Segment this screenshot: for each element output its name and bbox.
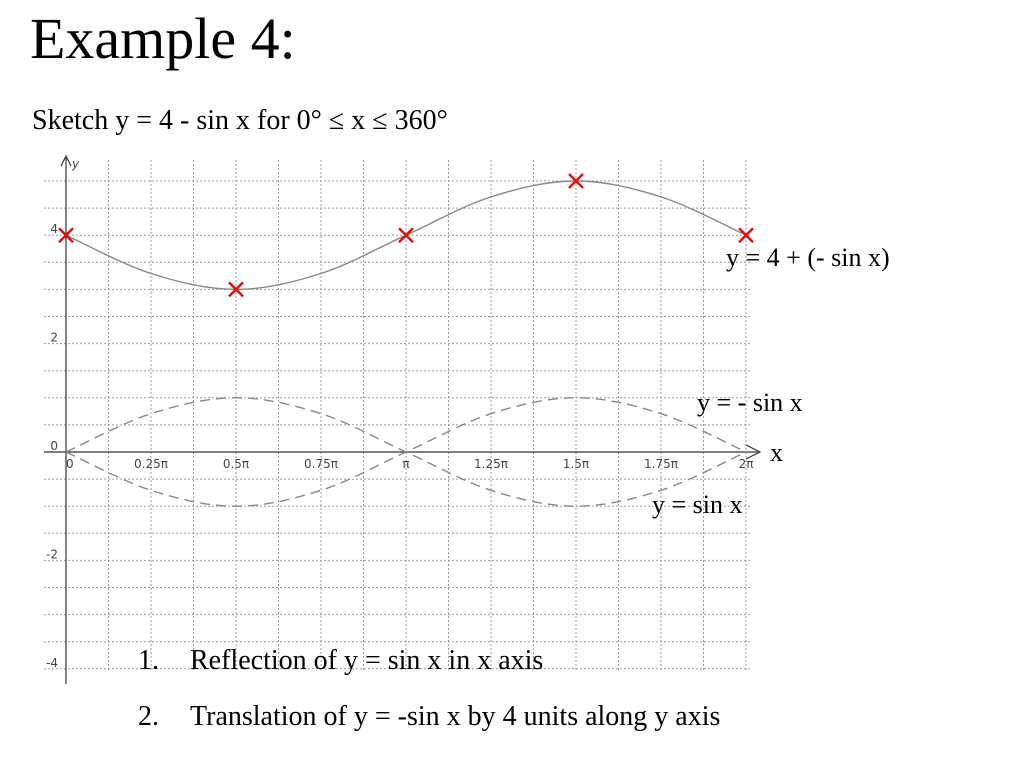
y-tick-label: -4 [46, 655, 58, 670]
step-text: Reflection of y = sin x in x axis [190, 645, 544, 676]
y-tick-label: 2 [50, 330, 58, 345]
step-text: Translation of y = -sin x by 4 units along y axis [190, 700, 721, 732]
y-tick-label: -2 [46, 547, 58, 562]
step-number: 1. [138, 645, 159, 676]
x-tick-label: π [402, 457, 410, 471]
steps-list [138, 644, 720, 755]
grid [44, 160, 752, 672]
x-tick-label: 1.25π [474, 457, 508, 471]
x-tick-label: 2π [738, 457, 754, 471]
slide-title: Example 4: [30, 6, 296, 71]
x-tick-label: 1.5π [562, 457, 590, 471]
x-tick-label: 0.5π [222, 457, 250, 471]
x-tick-label: 0.25π [134, 457, 168, 471]
x-axis-label: x [770, 438, 783, 467]
y-tick-label: 4 [50, 222, 58, 237]
x-tick-label: 0 [66, 457, 74, 471]
y-tick-label: 0 [50, 439, 58, 453]
series-label-neg-sin: y = - sin x [697, 388, 803, 417]
x-tick-label: 0.75π [304, 457, 338, 471]
step-number: 2. [138, 700, 159, 732]
x-tick-label: 1.75π [644, 457, 678, 471]
series-label-translated: y = 4 + (- sin x) [726, 243, 890, 272]
series-label-sin: y = sin x [652, 490, 743, 519]
slide-subtitle: Sketch y = 4 - sin x for 0° ≤ x ≤ 360° [32, 105, 448, 136]
step-item [138, 644, 720, 678]
step-item [138, 700, 720, 734]
y-axis-label: y [72, 157, 80, 171]
